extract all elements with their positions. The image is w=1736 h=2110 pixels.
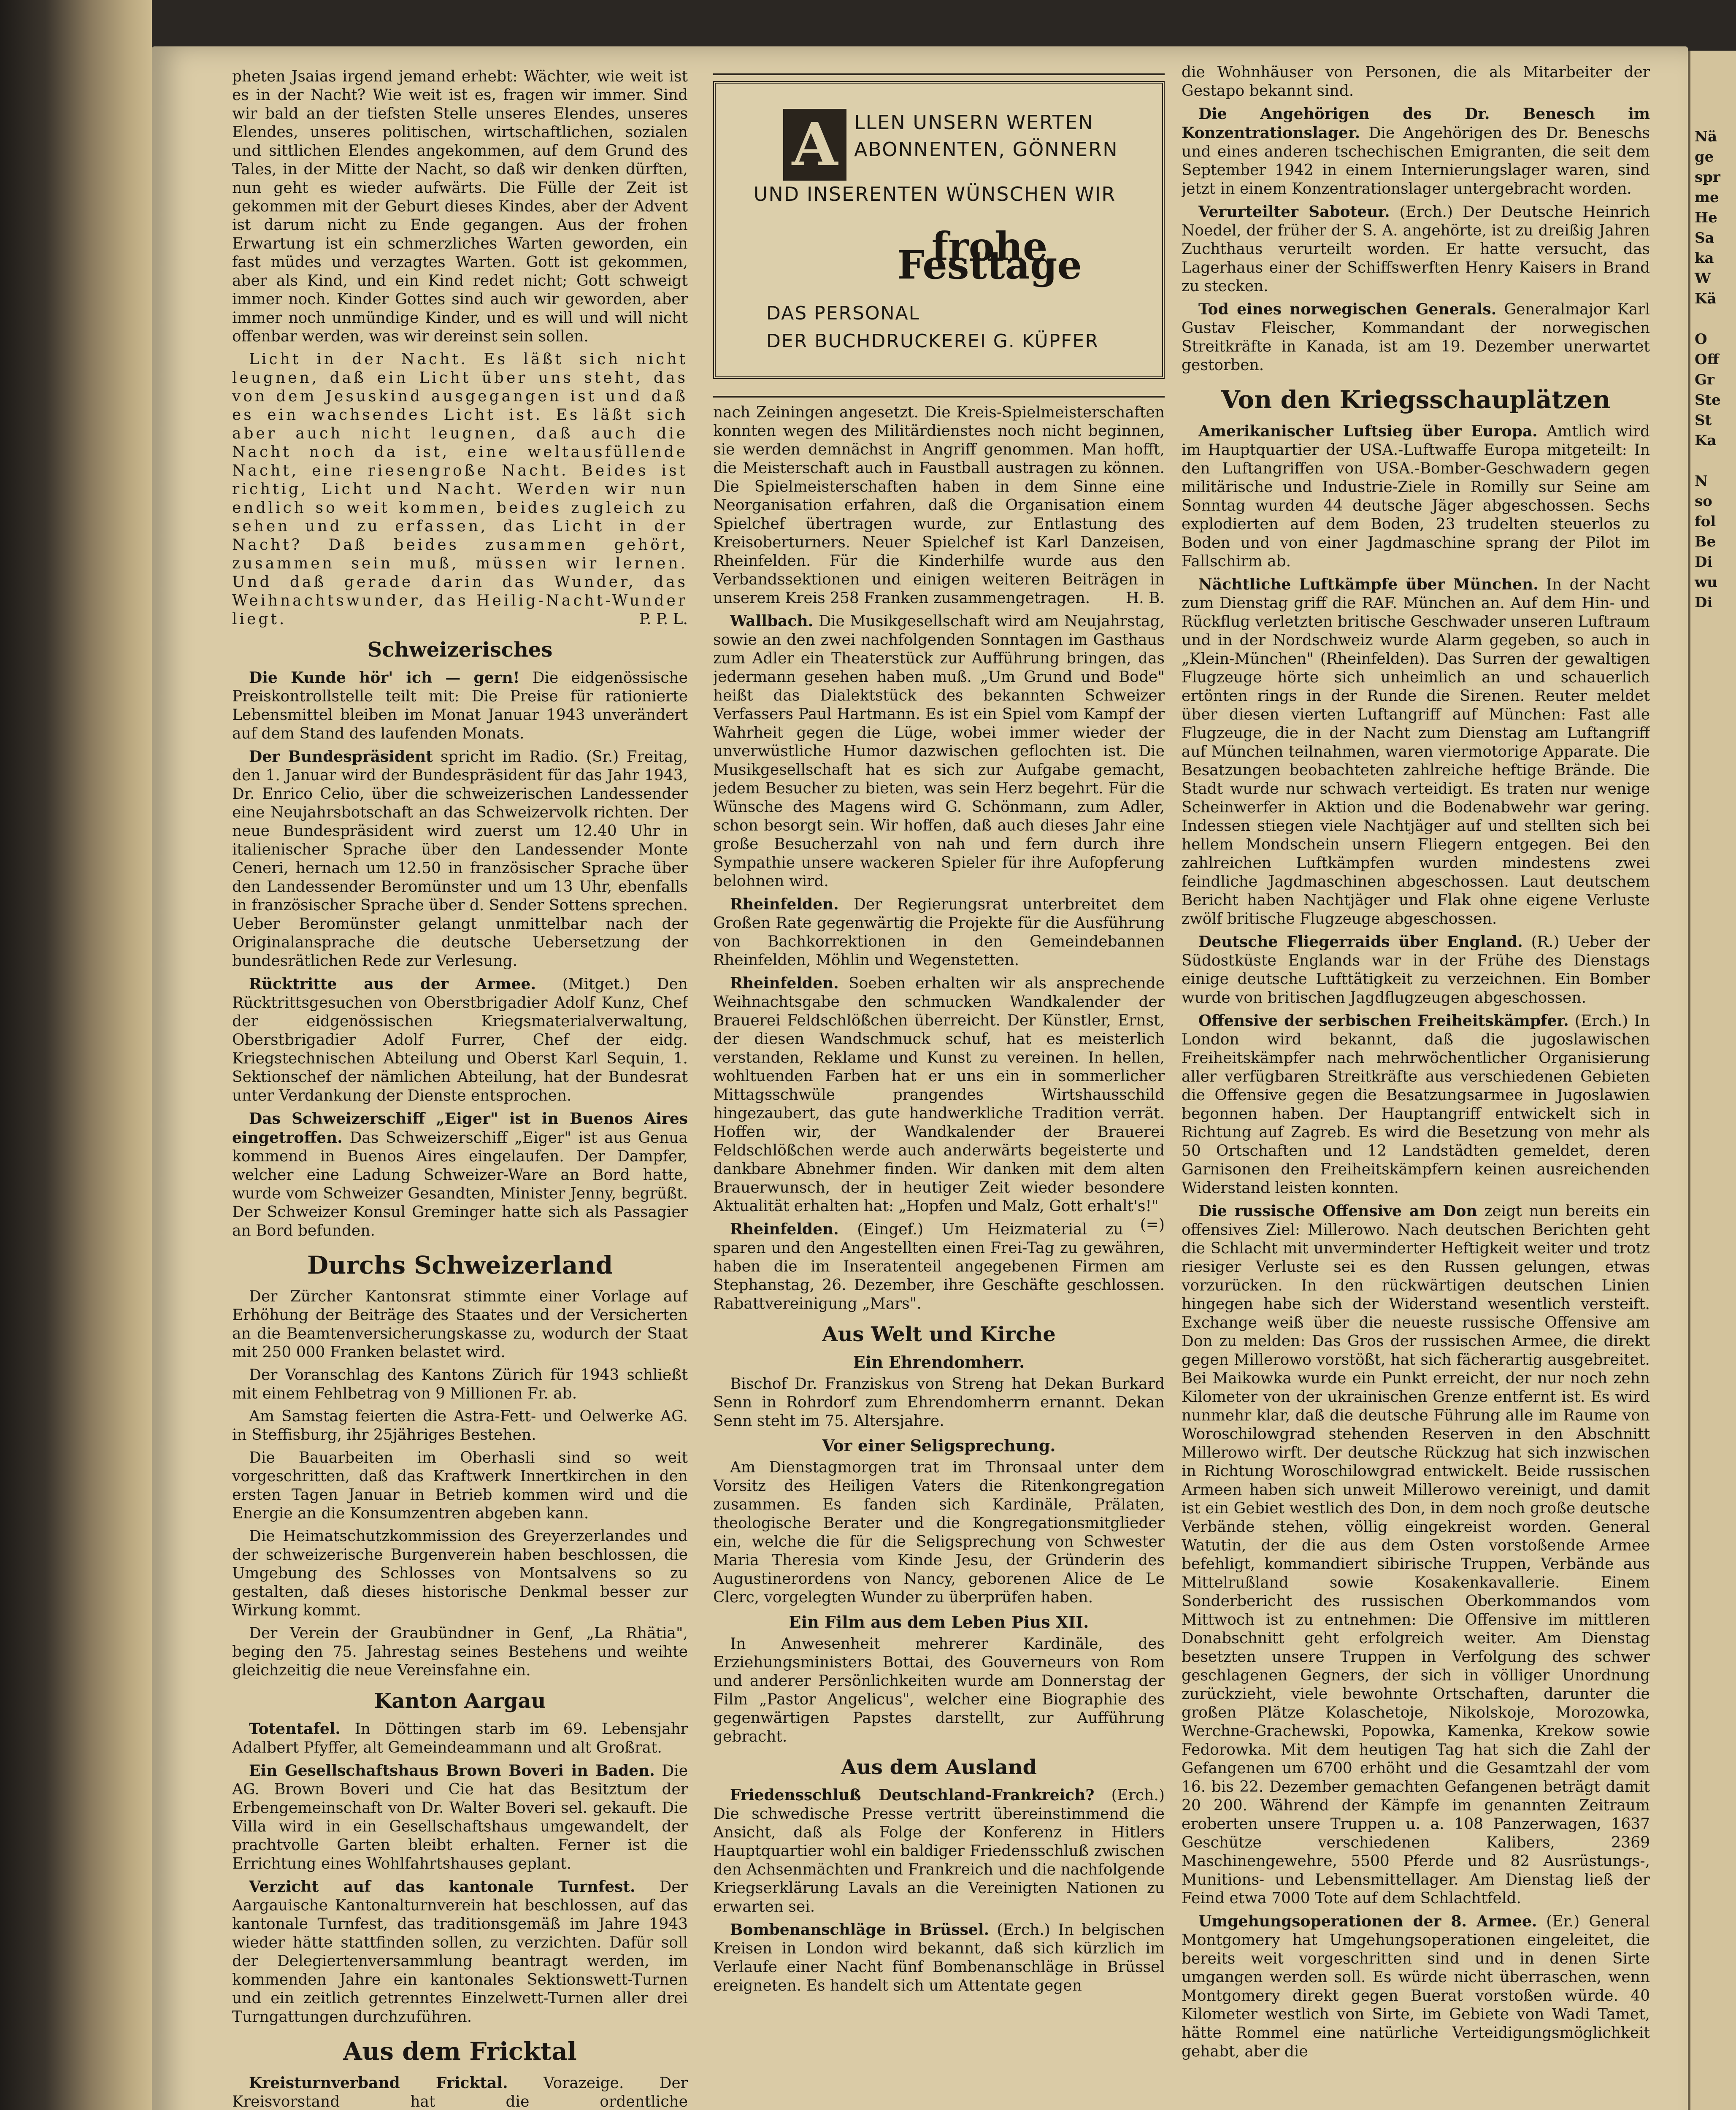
article-body: zeigt nun bereits ein offensives Ziel: Millerowo. Nach deutschen Berichten geht die Schlacht mit unverminderter Heftigkeit weiter und trotz riesiger Verluste sei es den Russen gelungen, etwas vorzurücken. In den rückwärtigen deutschen Linien hingegen habe sich der Widerstand wesentlich versteift. Exchange weiß über die neueste russische Offensive am Don zu melden: Das Gros der russischen Armee, die direkt gegen Millerowo vorstößt, hat sich fächerartig ausgebreitet. Bei Maikowka wurde ein Punkt erreicht, der nur noch zehn Kilometer von der ukrainischen Grenze entfernt ist. Es wird nunmehr klar, daß die deutsche Führung alle im Raume von Woroschilowgrad stehenden Reserven in den Abschnitt Millerowo wirft. Der deutsche Rückzug hat sich inzwischen in Richtung Woroschilowgrad entwickelt. Beide russischen Armeen haben sich unweit Millerowo vereinigt, und damit ist ein Gebiet westlich des Don, in dem noch große deutsche Verbände stehen, völlig eingekreist worden. General Watutin, der die aus dem Osten vorstoßende Armee befehligt, kommandiert sibirische Truppen, Verbände aus Mittelrußland sowie Kosakenkavallerie. Einem Sonderbericht des russischen Oberkommandos vom Mittwoch ist zu entnehmen: Die Offensive im mittleren Donabschnitt geht erfolgreich weiter. Am Dienstag besetzten unsere Truppen in Verfolgung des schwer geschlagenen Gegners, der sich in völliger Unordnung zurückzieht, viele bewohnte Ortschaften, darunter die großen Plätze Kolaschetoje, Nikolskoje, Morozowka, Werchne-Grachewski, Popowka, Kamenka, Krekow sowie Fedorowka. Mit dem heutigen Tag hat sich die Zahl der Gefangenen um 6700 erhöht und die Gesamtzahl der vom 16. bis 22. Dezember gemachten Gefangenen beträgt damit 20 200. Während der Kämpfe im genannten Zeitraum eroberten unsere Truppen u. a. 108 Panzerwagen, 1637 Geschütze verschiedenen Kalibers, 2369 Maschinengewehre, 5500 Pferde und 82 Ausrüstungs-, Munitions- und Lebensmittellager. Am Dienstag ließ der Feind etwa 7000 Tote auf dem Schlachtfeld.: [1182, 1203, 1650, 1907]
article-body: In der Nacht zum Dienstag griff die RAF. München an. Auf dem Hin- und Rückflug verletzten britische Geschwader unseren Luftraum und in der Nordschweiz wurde Alarm gegeben, so auch in „Klein-München" (Rheinfelden). Das Surren der gewaltigen Flugzeuge hörte sich unheimlich an und schauerlich ertönten rings in der Runde die Sirenen. Reuter meldet über diesen vierten Luftangriff auf München: Fast alle Flugzeuge, die in der Nacht zum Dienstag am Luftangriff auf München teilnahmen, waren viermotorige Apparate. Die Besatzungen beobachteten zahlreiche heftige Brände. Die Stadt wurde nur schwach verteidigt. Es traten nur wenige Scheinwerfer in Aktion und die Bodenabwehr war gering. Indessen stiegen viele Nachtjäger auf und stellten sich bei hellem Mondschein unsern Fliegern entgegen. Bei den zahlreichen Luftkämpfen wurden mindestens zwei feindliche Jagdmaschinen abgeschossen. Laut deutschem Bericht haben Nachtjäger und Flak ohne eigene Verluste zwölf britische Flugzeuge abgeschossen.: [1182, 576, 1650, 928]
article-body: (Eingef.) Um Heizmaterial zu sparen und den Angestellten einen Frei-Tag zu gewähren, haben die im Inseratenteil angegebenen Firmen am Stephanstag, 26. Dezember, ihre Geschäfte geschlossen. Rabattvereinigung „Mars".: [713, 1221, 1165, 1312]
article-body: Der Regierungsrat unterbreitet dem Großen Rate gegenwärtig die Projekte für die Ausführung von Bachkorrektionen in den Gemeindebannen Rheinfelden, Möhlin und Wegenstetten.: [713, 896, 1165, 969]
article-text: Der Zürcher Kantonsrat stimmte einer Vorlage auf Erhöhung der Beiträge des Staates und der Versicherten an die Beamtenversicherungskasse zu, wodurch der Staat mit 250 000 Franken belastet wird.: [232, 1288, 688, 1361]
article-text: Der Voranschlag des Kantons Zürich für 1943 schließt mit einem Fehlbetrag von 9 Millionen Fr. ab.: [232, 1366, 688, 1402]
article-body: Die eidgenössische Preiskontrollstelle teilt mit: Die Preise für rationierte Lebensmittel bleiben im Monat Januar 1943 unverändert auf dem Stand des laufenden Monats.: [232, 669, 688, 742]
article-text: Am Samstag feierten die Astra-Fett- und Oelwerke AG. in Steffisburg, ihr 25jähriges Bestehen.: [232, 1408, 688, 1444]
column-middle: [713, 68, 1165, 2110]
adjacent-page-line: Ka: [1695, 432, 1717, 449]
adjacent-page-line: ka: [1695, 250, 1714, 267]
article-body: (Erch.) Der Deutsche Heinrich Noedel, der früher der S. A. angehörte, ist zu dreißig Jahren Zuchthaus verurteilt worden. Er hatte versucht, das Lagerhaus einer der Schiffswerften Henry Kaisers in Brand zu stecken.: [1182, 203, 1650, 295]
subheading: Ein Ehrendomherr.: [853, 1353, 1025, 1372]
article-body: In Döttingen starb im 69. Lebensjahr Adalbert Pfyffer, alt Gemeindeammann und alt Großrat.: [232, 1720, 688, 1756]
article-headline: Die russische Offensive am Don: [1198, 1202, 1477, 1220]
article-headline: Das Schweizerschiff „Eiger" ist in Buenos Aires eingetroffen.: [232, 1110, 688, 1147]
ad-text-line: UND INSERENTEN WÜNSCHEN WIR: [753, 183, 1116, 206]
article-text: In Anwesenheit mehrerer Kardinäle, des Erziehungsministers Bottai, des Gouverneurs von Rom und anderer Persönlichkeiten wurde am Donnerstag der Film „Pastor Angelicus", welcher eine Biographie des gegenwärtigen Papstes darstellt, zur Aufführung gebracht.: [713, 1635, 1165, 1745]
article-headline: Friedensschluß Deutschland-Frankreich?: [730, 1786, 1095, 1804]
adjacent-page-line: O: [1695, 331, 1707, 348]
ad-text-line: ABONNENTEN, GÖNNERN: [854, 138, 1118, 161]
section-heading: Schweizerisches: [367, 638, 553, 662]
holiday-greeting-advertisement: [713, 81, 1165, 379]
article-headline: Ein Gesellschaftshaus Brown Boveri in Baden.: [249, 1762, 655, 1780]
adjacent-page-line: ge: [1695, 149, 1714, 165]
article-text: Die Heimatschutzkommission des Greyerzerlandes und der schweizerische Burgenverein haben beschlossen, die Umgebung des Schlosses von Montsalvens so zu gestalten, daß dieses historische Denkmal besser zur Wirkung kommt.: [232, 1528, 688, 1619]
article-headline: Umgehungsoperationen der 8. Armee.: [1198, 1913, 1537, 1930]
article-body: Die Angehörigen des Dr. Beneschs und eines anderen tschechischen Emigranten, die seit dem September 1942 in einem Internierungslager waren, sind jetzt in einem Konzentrationslager untergebracht worden.: [1182, 124, 1650, 197]
article-headline: Wallbach.: [730, 612, 814, 630]
section-heading: Aus dem Ausland: [841, 1756, 1037, 1779]
article-headline: Verzicht auf das kantonale Turnfest.: [249, 1878, 635, 1896]
adjacent-page-line: fol: [1695, 513, 1716, 530]
section-heading: Kanton Aargau: [374, 1689, 546, 1713]
article-headline: Die Angehörigen des Dr. Benesch im Konzentrationslager.: [1182, 105, 1650, 142]
article-text: Der Verein der Graubündner in Genf, „La Rhätia", beging den 75. Jahrestag seines Bestehens und weihte gleichzeitig die neue Vereinsfahne ein.: [232, 1625, 688, 1679]
article-body: (Erch.) Die schwedische Presse vertritt übereinstimmend die Ansicht, daß als Folge der Konferenz in Hitlers Hauptquartier wohl ein baldiger Friedensschluß zwischen den Achsenmächten und Frankreich und die nachfolgende Kriegserklärung Lavals an die Vereinigten Nationen zu erwarten sei.: [713, 1787, 1165, 1915]
article-headline: Rheinfelden.: [730, 1220, 839, 1238]
section-heading: Von den Kriegsschauplätzen: [1221, 385, 1611, 414]
section-heading: Aus Welt und Kirche: [822, 1323, 1056, 1346]
adjacent-page-line: so: [1695, 493, 1712, 510]
article-headline: Nächtliche Luftkämpfe über München.: [1198, 576, 1539, 593]
article-body: (Erch.) In belgischen Kreisen in London wird bekannt, daß sich kürzlich im Verlaufe einer Nacht fünf Bombenanschläge in Brüssel ereigneten. Es handelt sich um Attentate gegen: [713, 1921, 1165, 1994]
article-body: (Er.) General Montgomery hat Umgehungsoperationen eingeleitet, die bereits weit vorgeschritten sind und in denen Sirte umgangen werden soll. Es würde nicht überraschen, wenn Montgomery direkt gegen Buerat vorstoßen würde. 40 Kilometer westlich von Sirte, im Gebiete von Wadi Tamet, hätte Rommel eine natürliche Verteidigungsmöglichkeit gehabt, aber die: [1182, 1913, 1650, 2060]
article-body: Amtlich wird im Hauptquartier der USA.-Luftwaffe Europa mitgeteilt: In den Luftangriffen von USA.-Bomber-Geschwadern gegen militärische und Industrie-Ziele in Romilly sur Seine am Sonntag wurden 44 deutsche Jäger abgeschossen. Sechs explodierten auf dem Boden, 23 trudelten steuerlos zu Boden und von einer Jagdmaschine sprang der Pilot im Fallschirm ab.: [1182, 423, 1650, 570]
article-body: Der Aargauische Kantonalturnverein hat beschlossen, auf das kantonale Turnfest, das traditionsgemäß im Jahre 1943 wieder hätte stattfinden sollen, zu verzichten. Dafür soll der Delegiertenversammlung beantragt werden, im kommenden Jahre ein kantonales Sektionswett-Turnen und ein zeitlich getrenntes Einzelwett-Turnen aller drei Turngattungen durchzuführen.: [232, 1878, 688, 2026]
adjacent-page-line: Gr: [1695, 371, 1714, 388]
article-body: Das Schweizerschiff „Eiger" ist aus Genua kommend in Buenos Aires eingelaufen. Der Dampfer, welcher eine Ladung Schweizer-Ware an Bord hatte, wurde vom Schweizer Gesandten, Minister Jenny, begrüßt. Der Schweizer Konsul Greminger hatte sich als Passagier an Bord befunden.: [232, 1129, 688, 1239]
article-body: Licht in der Nacht. Es läßt sich nicht leugnen, daß ein Licht über uns steht, das von dem Jesuskind ausgegangen ist und daß es ein wachsendes Licht ist. Es läßt sich aber auch nicht leugnen, daß auch die Nacht noch da ist, eine weltausfüllende Nacht, eine riesengroße Nacht. Beides ist richtig, Licht und Nacht. Werden wir nun endlich so weit kommen, beides zugleich zu sehen und zu erfassen, das Licht in der Nacht? Daß beides zusammen gehört, zusammen sein muß, müssen wir lernen. Und daß gerade darin das Wunder, das Weihnachtswunder, das Heilig-Nacht-Wunder liegt.: [232, 351, 688, 628]
article-body: spricht im Radio. (Sr.) Freitag, den 1. Januar wird der Bundespräsident für das Jahr 1943, Dr. Enrico Celio, über die schweizerischen Landessender eine Neujahrsbotschaft an das Schweizervolk richten. Der neue Bundespräsident wird zuerst um 12.40 Uhr in italienischer Sprache über den Landessender Monte Ceneri, hernach um 12.50 in französischer Sprache über den Landessender Beromünster und um 13 Uhr, ebenfalls in französischer Sprache über d. Sender Sottens sprechen. Ueber Beromünster gelangt unmittelbar nach der Originalansprache die deutsche Uebersetzung der bundesrätlichen Rede zur Verlesung.: [232, 748, 688, 970]
article-headline: Der Bundespräsident: [249, 748, 433, 766]
adjacent-page-line: Kä: [1695, 290, 1717, 307]
column-left: [232, 68, 688, 2110]
article-signature: H. B.: [1125, 590, 1165, 607]
section-heading: Aus dem Fricktal: [343, 2037, 577, 2066]
section-heading: Durchs Schweizerland: [307, 1251, 613, 1280]
article-text: [232, 350, 688, 629]
adjacent-page-line: me: [1695, 189, 1719, 206]
article-headline: Die Kunde hör' ich — gern!: [249, 669, 520, 687]
article-body: Vorazeige. Der Kreisvorstand hat die ordentliche: [232, 2075, 688, 2110]
article-headline: Rheinfelden.: [730, 895, 839, 913]
adjacent-page-fragment: [1688, 51, 1736, 2110]
adjacent-page-line: Off: [1695, 351, 1719, 368]
ad-festtage-headline: frohe Festtage: [897, 224, 1082, 288]
adjacent-page-line: St: [1695, 412, 1712, 429]
article-body: (Erch.) In London wird bekannt, daß die jugoslawischen Freiheitskämpfer nach mehrwöchentlicher Organisierung aller verfügbaren Streitkräfte aus verschiedenen Gebieten die Offensive gegen die Besatzungsarmee in Jugoslawien begonnen haben. Der Hauptangriff entwickelt sich in Richtung auf Zagreb. Es wird die Besetzung von mehr als 50 Ortschaften und 12 Landstädten gemeldet, deren Garnisonen den Freiheitskämpfern keinen ausreichenden Widerstand leisten konnten.: [1182, 1012, 1650, 1197]
article-signature: (=): [1140, 1216, 1165, 1234]
article-text: [713, 403, 1165, 608]
adjacent-page-line: Sa: [1695, 230, 1714, 246]
subheading: Vor einer Seligsprechung.: [822, 1436, 1056, 1455]
article-headline: Bombenanschläge in Brüssel.: [730, 1921, 989, 1939]
adjacent-page-line: Be: [1695, 533, 1716, 550]
adjacent-page-line: [1695, 451, 1721, 471]
article-body: Die AG. Brown Boveri und Cie hat das Besitztum der Erbengemeinschaft von Dr. Walter Boveri sel. gekauft. Die Villa wird in ein Gesellschaftshaus umgewandelt, der prachtvolle Garten bleibt erhalten. Ferner ist die Errichtung eines Wohlfahrtshauses geplant.: [232, 1762, 688, 1872]
article-headline: Verurteilter Saboteur.: [1198, 203, 1390, 221]
adjacent-page-line: He: [1695, 209, 1717, 226]
adjacent-page-line: Di: [1695, 594, 1713, 611]
article-body: Die Musikgesellschaft wird am Neujahrstag, sowie an den zwei nachfolgenden Sonntagen im Gasthaus zum Adler ein Theaterstück zur Aufführung bringen, das jedermann gesehen haben muß. „Um Grund und Bode" heißt das Dialektstück des bekannten Schweizer Verfassers Paul Hartmann. Es ist ein Spiel vom Kampf der Wahrheit gegen die Lüge, wobei immer wieder der unverwüstliche Humor dazwischen geflochten ist. Die Musikgesellschaft hat es sich zur Aufgabe gemacht, jedem Besucher zu bieten, was sein Herz begehrt. Für die Wünsche des Magens wird G. Schönmann, zum Adler, schon besorgt sein. Wir hoffen, daß auch dieses Jahr eine große Besucherzahl von nah und fern durch ihre Sympathie unsere wackeren Spieler für ihre Aufopferung belohnen wird.: [713, 613, 1165, 890]
adjacent-page-line: [1695, 309, 1721, 329]
article-headline: Totentafel.: [249, 1720, 341, 1738]
adjacent-page-line: W: [1695, 270, 1711, 287]
article-text: Bischof Dr. Franziskus von Streng hat Dekan Burkard Senn in Rohrdorf zum Ehrendomherrn ernannt. Dekan Senn steht im 75. Altersjahre.: [713, 1375, 1165, 1430]
article-text: Am Dienstagmorgen trat im Thronsaal unter dem Vorsitz des Heiligen Vaters die Ritenkongregation zusammen. Es fanden sich Kardinäle, Prälaten, theologische Berater und die Kongregationsmitglieder ein, welche die für die Seligsprechung von Schwester Maria Theresia vom Kinde Jesu, der Gründerin des Augustinerordens von Nancy, geborenen Alice de Le Clerc, vorgelegten Wunder zu überprüfen haben.: [713, 1459, 1165, 1606]
article-signature: P. P. L.: [639, 611, 688, 628]
adjacent-page-text: [1695, 127, 1721, 613]
divider: [713, 73, 1165, 75]
divider: [713, 396, 1165, 398]
article-headline: Deutsche Fliegerraids über England.: [1198, 933, 1523, 951]
article-headline: Tod eines norwegischen Generals.: [1198, 300, 1497, 318]
article-headline: Rheinfelden.: [730, 974, 839, 992]
adjacent-page-line: Ste: [1695, 392, 1721, 408]
article-headline: Offensive der serbischen Freiheitskämpfer.: [1198, 1012, 1569, 1030]
article-headline: Rücktritte aus der Armee.: [249, 975, 536, 993]
article-body: (R.) Ueber der Südostküste Englands war in der Frühe des Dienstags einige deutsche Lufttätigkeit zu verzeichnen. Ein Bomber wurde von britischen Jagdflugzeugen abgeschossen.: [1182, 933, 1650, 1006]
adjacent-page-line: N: [1695, 473, 1708, 490]
article-text: die Wohnhäuser von Personen, die als Mitarbeiter der Gestapo bekannt sind.: [1182, 64, 1650, 100]
article-text: pheten Jsaias irgend jemand erhebt: Wächter, wie weit ist es in der Nacht? Wie weit ist es, fragen wir immer. Sind wir bald an der tiefsten Stelle unseres Elendes, unseres Elendes, unseres politischen, wirtschaftlichen, sozialen und sittlichen Elendes angekommen, auf dem Grund des Tales, in der Mitte der Nacht, so daß wir denken dürften, nun geht es wieder aufwärts. Die Fülle der Zeit ist gekommen mit der Geburt dieses Kindes, aber der Advent ist darum nicht zu Ende gegangen. Aus der frohen Erwartung ist ein schmerzliches Warten geworden, ein fast müdes und verzagtes Warten. Gott ist gekommen, aber als Kind, und ein Kind redet nicht; Gott schweigt immer noch. Kinder Gottes sind auch wir geworden, aber immer noch unmündige Kinder, und es will und will nicht offenbar werden, was wir dereinst sein sollen.: [232, 68, 688, 345]
adjacent-page-line: wu: [1695, 574, 1717, 591]
book-page-edges: [0, 0, 152, 2110]
adjacent-page-line: Di: [1695, 554, 1713, 571]
article-text: Die Bauarbeiten im Oberhasli sind so weit vorgeschritten, daß das Kraftwerk Innertkirchen in den ersten Tagen Januar in Betrieb kommen wird und die Energie an die Konsumzentren abgeben kann.: [232, 1449, 688, 1522]
article-body: Soeben erhalten wir als ansprechende Weihnachtsgabe den schmucken Wandkalender der Brauerei Feldschlößchen überreicht. Der Künstler, Ernst, der diesen Wandschmuck schuf, hat es meisterlich verstanden, Reklame und Kunst zu vereinen. In hellen, wohltuenden Farben hat er uns ein in sommerlicher Mittagsschwüle prangendes Wirtshausschild hingezaubert, das gute handwerkliche Tradition verrät. Hoffen wir, der Wandkalender der Brauerei Feldschlößchen werde auch anderwärts begeisterte und dankbare Abnehmer finden. Wir danken mit dem alten Brauerwunsch, der in heutiger Zeit wieder besondere Aktualität erhalten hat: „Hopfen und Malz, Gott erhalt's!": [713, 975, 1165, 1215]
article-headline: Amerikanischer Luftsieg über Europa.: [1198, 422, 1538, 440]
ad-signature-line: DER BUCHDRUCKEREI G. KÜPFER: [766, 330, 1099, 352]
adjacent-page-line: Nä: [1695, 128, 1717, 145]
decorative-initial: A: [783, 109, 846, 181]
column-right: [1182, 63, 1650, 2110]
ad-signature-line: DAS PERSONAL: [766, 303, 920, 324]
ad-text-line: LLEN UNSERN WERTEN: [854, 111, 1094, 134]
article-body: (Mitget.) Den Rücktrittsgesuchen von Oberstbrigadier Adolf Kunz, Chef der eidgenössischen Kriegsmaterialverwaltung, Oberstbrigadier Adolf Furrer, Chef der eidg. Kriegstechnischen Abteilung und Oberst Karl Sequin, 1. Sektionschef der nämlichen Abteilung, hat der Bundesrat unter Verdankung der Dienste entsprochen.: [232, 976, 688, 1104]
article-body: Generalmajor Karl Gustav Fleischer, Kommandant der norwegischen Streitkräfte in Kanada, ist am 19. Dezember unerwartet gestorben.: [1182, 301, 1650, 374]
article-headline: Kreisturnverband Fricktal.: [249, 2074, 508, 2092]
article-body: nach Zeiningen angesetzt. Die Kreis-Spielmeisterschaften konnten wegen des Militärdienstes noch nicht beginnen, sie werden demnächst in Angriff genommen. Man hofft, die Meisterschaft auch in Faustball austragen zu können. Die Spielmeisterschaften haben in dem Sinne eine Neorganisation erfahren, daß die Organisation einem Spielchef übertragen wurde, zur Entlastung des Kreisoberturners. Neuer Spielchef ist Karl Danzeisen, Rheinfelden. Für die Kinderhilfe wurde aus den Verbandssektionen und einigen weiteren Beiträgen in unserem Kreis 258 Franken zusammengetragen.: [713, 404, 1165, 607]
subheading: Ein Film aus dem Leben Pius XII.: [789, 1612, 1089, 1631]
adjacent-page-line: spr: [1695, 169, 1720, 186]
